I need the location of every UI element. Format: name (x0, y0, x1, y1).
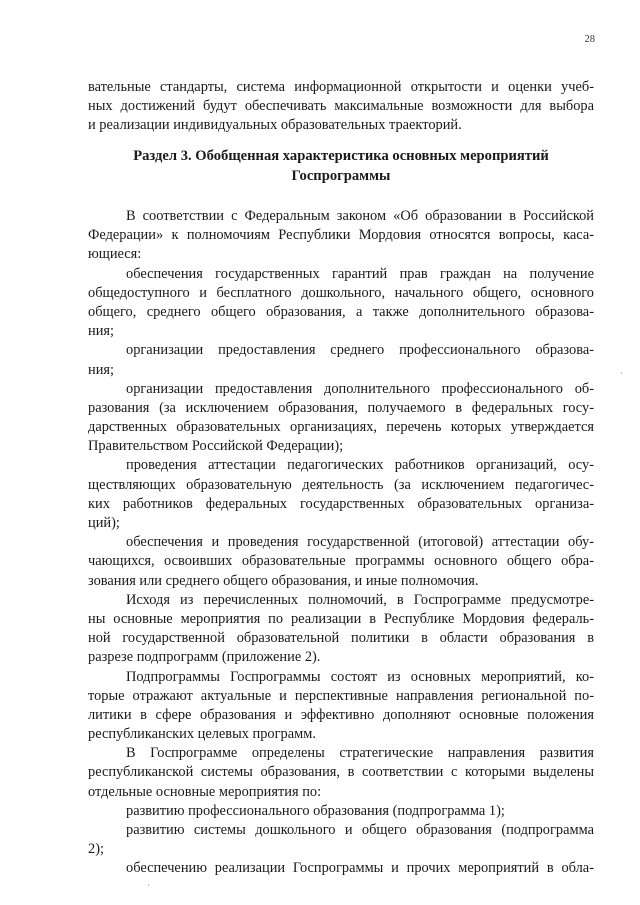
text-line: ной государственной образовательной политики в области образования в (88, 630, 594, 647)
text-line: организации предоставления среднего профессионального образова- (126, 342, 594, 359)
text-line: разрезе подпрограмм (приложение 2). (88, 649, 321, 666)
text-line: обеспечению реализации Госпрограммы и прочих мероприятий в обла- (126, 860, 594, 877)
text-line: обеспечения государственных гарантий прав граждан на получение (126, 265, 594, 282)
text-line: зования или среднего общего образования, и иные полномочия. (88, 572, 479, 589)
text-line: республиканской системы образования, в соответствии с которыми выделены (88, 764, 594, 781)
text-line: развитию профессионального образования (подпрограмма 1); (126, 802, 505, 819)
text-line: дарственных образовательных организациях, перечень которых утверждается (88, 419, 594, 436)
heading-line: Госпрограммы (291, 168, 391, 184)
text-line: В Госпрограмме определены стратегические направления развития (126, 745, 594, 762)
heading-line: Раздел 3. Обобщенная характеристика основных мероприятий (133, 148, 549, 164)
text-line: общедоступного и бесплатного дошкольного, начального общего, основного (88, 284, 594, 301)
text-line: ния; (88, 323, 115, 340)
text-line: разования (за исключением образования, получаемого в федеральных госу- (88, 399, 594, 416)
text-line: В соответствии с Федеральным законом «Об образовании в Российской (126, 208, 594, 224)
text-line: и реализации индивидуальных образовательных траекторий. (88, 117, 462, 134)
text-line: ния; (88, 361, 115, 378)
text-line: организации предоставления дополнительного профессионального об- (126, 380, 594, 397)
text-line: литики в сфере образования и эффективно дополняют основные положения (88, 706, 594, 723)
text-line: развитию системы дошкольного и общего образования (подпрограмма (126, 822, 594, 838)
text-line: торые отражают актуальные и перспективные направления региональной по- (88, 687, 594, 704)
scan-speck (621, 372, 622, 374)
section-body (88, 207, 594, 879)
text-line: общего, среднего общего образования, а также дополнительного образова- (88, 303, 594, 320)
text-line: Федерации» к полномочиям Республики Мордовия относятся вопросы, каса- (88, 227, 594, 244)
text-line: обеспечения и проведения государственной (итоговой) аттестации обу- (126, 534, 594, 551)
page-number: 28 (584, 34, 595, 45)
text-line: ций); (88, 515, 120, 531)
text-line: чающихся, освоивших образовательные программы основного общего обра- (88, 553, 594, 570)
intro-paragraph (88, 78, 594, 136)
text-line: Правительством Российской Федерации); (88, 438, 344, 455)
section-heading (88, 146, 594, 186)
text-line: ществляющих образовательную деятельность (за исключением педагогичес- (88, 476, 594, 493)
text-line: отдельные основные мероприятия по: (88, 783, 322, 800)
text-line: Подпрограммы Госпрограммы состоят из основных мероприятий, ко- (126, 668, 594, 685)
scan-speck (148, 884, 149, 886)
text-line: республиканских целевых программ. (88, 726, 316, 743)
text-line: проведения аттестации педагогических работников организаций, осу- (126, 457, 594, 474)
text-line: ких работников федеральных государственных образовательных организа- (88, 495, 594, 512)
text-line: вательные стандарты, система информационной открытости и оценки учеб- (88, 79, 594, 95)
text-line: Исходя из перечисленных полномочий, в Госпрограмме предусмотре- (126, 591, 594, 608)
text-line: ных достижений будут обеспечивать максимальные возможности для выбора (88, 98, 594, 115)
text-line: 2); (88, 841, 104, 858)
text-line: ны основные мероприятия по реализации в Республике Мордовия федераль- (88, 610, 594, 627)
text-line: ющиеся: (88, 246, 142, 263)
